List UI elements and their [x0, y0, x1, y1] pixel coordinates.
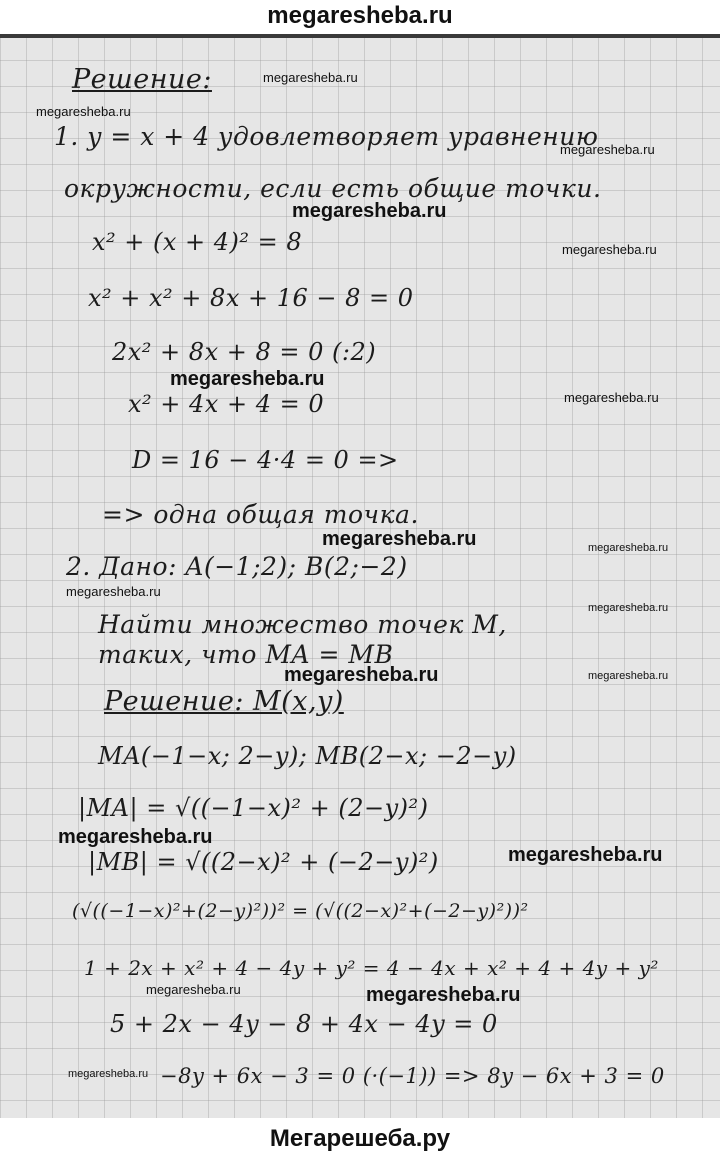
watermark: megaresheba.ru: [58, 826, 213, 848]
task2-simplified: 5 + 2x − 4y − 8 + 4x − 4y = 0: [110, 1010, 498, 1038]
task2-find-line1: Найти множество точек M,: [98, 610, 507, 639]
solution-heading: Решение:: [72, 64, 212, 95]
task1-line1: 1. y = x + 4 удовлетворяет уравнению: [54, 122, 599, 151]
watermark: megaresheba.ru: [66, 584, 161, 599]
task2-find-line2: таких, что MA = MB: [98, 640, 394, 669]
task2-mb-length: |MB| = √((2−x)² + (−2−y)²): [88, 848, 439, 876]
watermark: megaresheba.ru: [284, 664, 439, 686]
task1-eq1: x² + (x + 4)² = 8: [92, 228, 303, 256]
watermark: megaresheba.ru: [322, 528, 477, 550]
task2-squared-equation: (√((−1−x)²+(2−y)²))² = (√((2−x)²+(−2−y)²))²: [72, 900, 529, 922]
watermark: megaresheba.ru: [366, 984, 521, 1006]
watermark: megaresheba.ru: [146, 982, 241, 997]
watermark: megaresheba.ru: [36, 104, 131, 119]
task2-solution-heading: Решение: M(x,y): [104, 686, 344, 717]
notebook-page: [0, 34, 720, 1118]
task1-line2: окружности, если есть общие точки.: [64, 174, 602, 203]
page-edge: [0, 34, 720, 38]
watermark: megaresheba.ru: [588, 542, 669, 554]
task1-discriminant: D = 16 − 4·4 = 0 =>: [132, 446, 399, 474]
watermark: megaresheba.ru: [588, 670, 669, 682]
task1-conclusion: => одна общая точка.: [102, 500, 419, 529]
watermark: megaresheba.ru: [68, 1068, 149, 1080]
watermark: megaresheba.ru: [263, 70, 358, 85]
site-header: megaresheba.ru: [267, 2, 453, 29]
watermark: megaresheba.ru: [564, 390, 659, 405]
watermark: megaresheba.ru: [588, 602, 669, 614]
watermark: megaresheba.ru: [170, 368, 325, 390]
watermark: megaresheba.ru: [508, 844, 663, 866]
watermark: megaresheba.ru: [562, 242, 657, 257]
watermark: megaresheba.ru: [560, 142, 655, 157]
task2-vectors: MA(−1−x; 2−y); MB(2−x; −2−y): [98, 742, 517, 770]
task2-expanded: 1 + 2x + x² + 4 − 4y + y² = 4 − 4x + x² + 4 + 4y + y²: [84, 956, 659, 980]
task1-eq3: 2x² + 8x + 8 = 0 (:2): [112, 338, 377, 366]
task1-eq2: x² + x² + 8x + 16 − 8 = 0: [88, 284, 414, 312]
task2-ma-length: |MA| = √((−1−x)² + (2−y)²): [78, 794, 429, 822]
task2-final: −8y + 6x − 3 = 0 (·(−1)) => 8y − 6x + 3 = 0: [160, 1064, 665, 1088]
task1-eq4: x² + 4x + 4 = 0: [128, 390, 325, 418]
site-footer: Мегарешеба.ру: [269, 1125, 451, 1152]
task2-given: 2. Дано: A(−1;2); B(2;−2): [66, 552, 408, 581]
watermark: megaresheba.ru: [292, 200, 447, 222]
